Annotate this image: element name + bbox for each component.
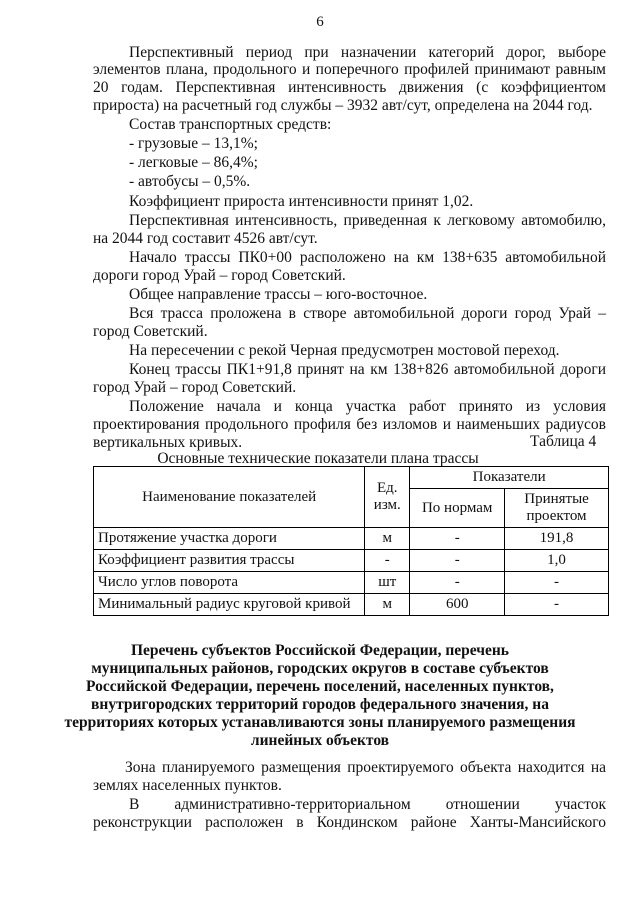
paragraph-line: проектирования продольного профиля без изломов и наименьших радиусов bbox=[93, 416, 606, 433]
paragraph-line: 20 годам. Перспективная интенсивность движения (с коэффициентом bbox=[93, 79, 606, 96]
header-accepted-line: Принятые bbox=[524, 491, 589, 507]
paragraph-line: Перспективная интенсивность, приведенная к легковому автомобилю, bbox=[129, 212, 606, 229]
paragraph-line: на 2044 год составит 4526 авт/сут. bbox=[93, 230, 318, 247]
paragraph-line: Зона планируемого размещения проектируемого объекта находится на bbox=[125, 759, 606, 776]
header-accepted bbox=[505, 489, 609, 528]
table-caption: Основные технические показатели плана трассы bbox=[157, 450, 479, 467]
table-row bbox=[94, 550, 609, 572]
page-number: 6 bbox=[316, 14, 324, 30]
bridge-note: На пересечении с рекой Черная предусмотрен мостовой переход. bbox=[129, 342, 560, 359]
section-heading-line: муниципальных районов, городских округов в составе субъектов bbox=[91, 660, 549, 677]
paragraph-line: город Урай – город Советский. bbox=[93, 379, 297, 396]
header-name: Наименование показателей bbox=[94, 467, 365, 528]
section-heading-line: линейных объектов bbox=[250, 732, 390, 749]
section-heading-line: Перечень субъектов Российской Федерации, перечень bbox=[130, 642, 510, 659]
row-unit: м bbox=[365, 528, 410, 550]
header-unit-line: изм. bbox=[373, 497, 401, 513]
paragraph-line: землях населенных пунктов. bbox=[93, 777, 282, 794]
row-accepted: - bbox=[505, 594, 609, 616]
paragraph-line: прироста) на расчетный год службы – 3932 авт/сут, определена на 2044 год. bbox=[93, 97, 593, 114]
table-row bbox=[94, 594, 609, 616]
row-unit: - bbox=[365, 550, 410, 572]
row-accepted: - bbox=[505, 572, 609, 594]
paragraph-line: В административно-территориальном отношении участок bbox=[129, 796, 606, 813]
table-row bbox=[94, 528, 609, 550]
section-heading-line: Российской Федерации, перечень поселений, населенных пунктов, bbox=[86, 678, 554, 695]
table-row bbox=[94, 572, 609, 594]
paragraph-line: Положение начала и конца участка работ принято из условия bbox=[129, 398, 606, 415]
growth-coefficient: Коэффициент прироста интенсивности принят 1,02. bbox=[129, 193, 474, 210]
row-name: Коэффициент развития трассы bbox=[94, 550, 365, 572]
composition-title: Состав транспортных средств: bbox=[129, 116, 332, 133]
paragraph-line: Конец трассы ПК1+91,8 принят на км 138+826 автомобильной дороги bbox=[129, 361, 606, 378]
row-norm: - bbox=[410, 572, 505, 594]
row-unit: шт bbox=[365, 572, 410, 594]
paragraph-line: вертикальных кривых. bbox=[93, 434, 243, 451]
paragraph-line: элементов плана, продольного и поперечного профилей принимают равным bbox=[93, 61, 606, 78]
section-heading-line: внутригородских территорий городов федерального значения, на bbox=[91, 696, 549, 713]
table-label: Таблица 4 bbox=[530, 433, 597, 450]
row-name: Минимальный радиус круговой кривой bbox=[94, 594, 365, 616]
route-direction: Общее направление трассы – юго-восточное. bbox=[129, 286, 428, 303]
row-name: Число углов поворота bbox=[94, 572, 365, 594]
composition-item: - автобусы – 0,5%. bbox=[129, 173, 251, 190]
header-unit bbox=[365, 467, 410, 528]
row-norm: 600 bbox=[410, 594, 505, 616]
header-norms: По нормам bbox=[410, 489, 505, 528]
technical-table bbox=[93, 466, 609, 616]
paragraph-line: город Советский. bbox=[93, 323, 208, 340]
row-unit: м bbox=[365, 594, 410, 616]
section-heading-line: территориях которых устанавливаются зоны планируемого размещения bbox=[64, 714, 576, 731]
paragraph-line: реконструкции расположен в Кондинском районе Ханты-Мансийского bbox=[93, 814, 606, 831]
composition-item: - легковые – 86,4%; bbox=[129, 154, 258, 171]
header-accepted-line: проектом bbox=[526, 508, 587, 524]
row-accepted: 191,8 bbox=[505, 528, 609, 550]
row-norm: - bbox=[410, 528, 505, 550]
row-accepted: 1,0 bbox=[505, 550, 609, 572]
row-name: Протяжение участка дороги bbox=[94, 528, 365, 550]
header-unit-line: Ед. bbox=[377, 480, 398, 496]
composition-item: - грузовые – 13,1%; bbox=[129, 135, 258, 152]
paragraph-line: Вся трасса проложена в створе автомобильной дороги город Урай – bbox=[129, 305, 606, 322]
paragraph-line: Начало трассы ПК0+00 расположено на км 138+635 автомобильной bbox=[129, 249, 606, 266]
paragraph-line: Перспективный период при назначении категорий дорог, выборе bbox=[129, 44, 606, 61]
header-indicators: Показатели bbox=[410, 467, 609, 489]
paragraph-line: дороги город Урай – город Советский. bbox=[93, 267, 346, 284]
row-norm: - bbox=[410, 550, 505, 572]
